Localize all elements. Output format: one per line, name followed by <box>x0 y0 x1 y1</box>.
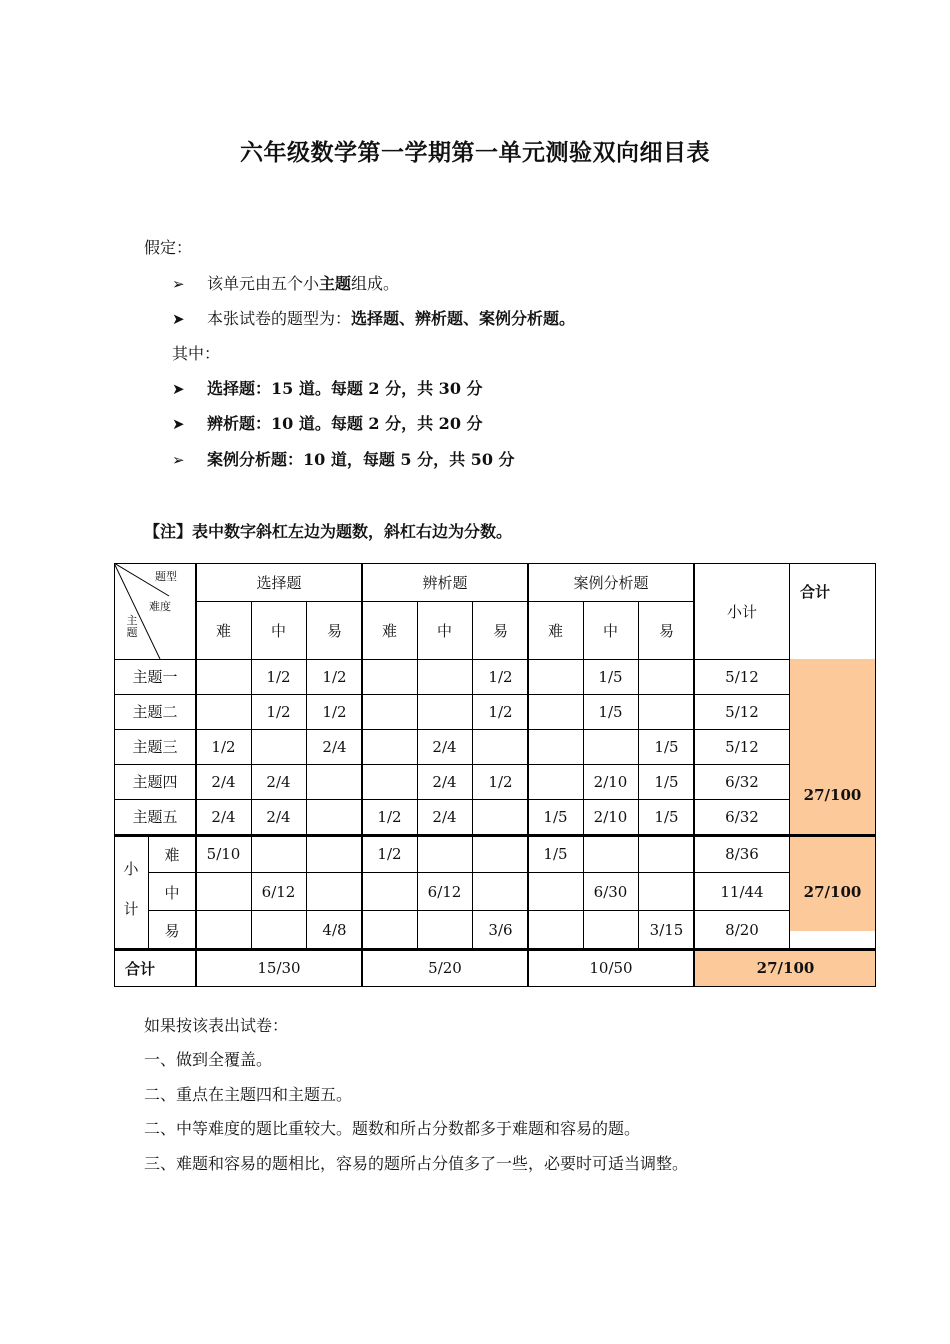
table-cell: 2/4 <box>432 737 457 756</box>
table-cell: 3/15 <box>649 921 684 939</box>
table-cell: 1/5 <box>654 737 679 756</box>
table-cell: 5/10 <box>206 845 241 863</box>
corner-topic-label: 主 <box>126 613 138 627</box>
total-header: 合计 <box>799 582 830 601</box>
conclusion-line: 如果按该表出试卷： <box>144 1016 289 1035</box>
table-thick-rule <box>693 563 695 987</box>
table-cell <box>528 659 583 694</box>
corner-type-label: 题型 <box>155 570 177 583</box>
table-cell <box>528 729 583 764</box>
table-cell: 6/12 <box>261 883 296 901</box>
table-cell <box>196 694 251 729</box>
difficulty-header: 难 <box>547 621 563 640</box>
table-cell: 1/2 <box>322 702 347 721</box>
table-cell <box>417 659 472 694</box>
difficulty-header: 中 <box>602 621 618 640</box>
topic-row-label: 主题五 <box>132 808 178 826</box>
subtotal-side-label: 计 <box>123 899 139 918</box>
table-cell: 2/4 <box>322 737 347 756</box>
table-cell <box>417 694 472 729</box>
table-rule <box>114 729 789 730</box>
type-header: 案例分析题 <box>573 573 649 592</box>
page-title: 六年级数学第一学期第一单元测验双向细目表 <box>240 140 710 166</box>
table-note: 【注】表中数字斜杠左边为题数，斜杠右边为分数。 <box>144 522 513 541</box>
table-cell: 1/2 <box>266 702 291 721</box>
corner-difficulty-label: 难度 <box>149 600 171 613</box>
table-cell <box>639 873 694 911</box>
table-thick-rule <box>195 563 197 987</box>
table-cell: 6/12 <box>427 883 462 901</box>
table-cell: 4/8 <box>322 921 347 939</box>
table-cell <box>362 911 417 949</box>
topic-subtotal: 6/32 <box>725 772 759 791</box>
assumption-item: 本张试卷的题型为：选择题、辨析题、案例分析题。 <box>207 309 576 328</box>
difficulty-header: 难 <box>381 621 397 640</box>
bottom-total-cell: 15/30 <box>257 959 301 977</box>
topic-subtotal: 5/12 <box>725 702 759 721</box>
table-cell <box>583 835 638 873</box>
table-rule <box>417 601 418 949</box>
table-cell <box>251 911 306 949</box>
difficulty-row-label: 中 <box>164 883 180 902</box>
difficulty-total: 27/100 <box>803 883 862 901</box>
table-cell: 1/5 <box>654 772 679 791</box>
table-rule <box>638 601 639 949</box>
table-cell: 1/5 <box>654 807 679 826</box>
difficulty-row-label: 易 <box>164 921 180 940</box>
topic-subtotal: 6/32 <box>725 807 759 826</box>
table-cell: 1/2 <box>488 702 513 721</box>
table-rule <box>583 601 584 949</box>
specification-table <box>114 563 876 987</box>
table-cell: 1/2 <box>377 807 402 826</box>
table-cell <box>307 835 362 873</box>
arrow-bullet-icon: ➤ <box>172 380 185 398</box>
table-cell: 2/4 <box>266 772 291 791</box>
table-rule <box>306 601 307 949</box>
topic-row-label: 主题二 <box>132 703 178 721</box>
table-cell <box>362 694 417 729</box>
type-header: 选择题 <box>256 573 302 592</box>
table-cell <box>639 835 694 873</box>
table-cell <box>307 799 362 834</box>
topic-total: 27/100 <box>803 786 862 804</box>
table-cell <box>196 659 251 694</box>
arrow-bullet-icon: ➤ <box>172 415 185 433</box>
table-cell: 1/5 <box>543 845 568 863</box>
topic-row-label: 主题一 <box>132 668 178 686</box>
topic-subtotal: 5/12 <box>725 737 759 756</box>
table-cell <box>251 835 306 873</box>
table-cell: 6/30 <box>593 883 628 901</box>
table-cell: 2/4 <box>211 772 236 791</box>
table-cell <box>528 764 583 799</box>
table-cell: 2/4 <box>432 807 457 826</box>
assumption-item: 该单元由五个小主题组成。 <box>207 274 400 293</box>
table-cell <box>583 911 638 949</box>
table-cell: 2/10 <box>593 772 628 791</box>
table-border <box>114 563 876 564</box>
table-cell <box>473 873 528 911</box>
table-thick-rule <box>114 834 876 837</box>
conclusion-line: 二、中等难度的题比重较大。题数和所占分数都多于难题和容易的题。 <box>144 1119 641 1138</box>
conclusion-line: 一、做到全覆盖。 <box>144 1050 273 1069</box>
table-thick-rule <box>114 948 876 951</box>
bottom-total-label: 合计 <box>124 959 155 978</box>
table-cell <box>417 835 472 873</box>
difficulty-subtotal: 8/36 <box>725 845 759 863</box>
difficulty-header: 易 <box>492 621 508 640</box>
table-rule <box>472 601 473 949</box>
table-cell: 1/5 <box>598 667 623 686</box>
table-cell <box>251 729 306 764</box>
table-cell: 2/4 <box>432 772 457 791</box>
table-cell: 1/2 <box>488 772 513 791</box>
bottom-grand-total: 27/100 <box>756 959 815 977</box>
table-rule <box>148 835 149 949</box>
table-cell: 2/10 <box>593 807 628 826</box>
difficulty-header: 中 <box>270 621 286 640</box>
conclusion-line: 三、难题和容易的题相比，容易的题所占分值多了一些，必要时可适当调整。 <box>144 1154 689 1173</box>
conclusion-line: 二、重点在主题四和主题五。 <box>144 1085 353 1104</box>
table-border <box>114 563 115 987</box>
difficulty-subtotal: 8/20 <box>725 921 759 939</box>
arrow-bullet-icon: ➢ <box>172 451 185 469</box>
difficulty-header: 难 <box>215 621 231 640</box>
difficulty-subtotal: 11/44 <box>720 883 764 901</box>
table-cell <box>307 764 362 799</box>
table-cell <box>528 873 583 911</box>
table-cell <box>473 799 528 834</box>
table-cell <box>528 694 583 729</box>
table-cell: 1/2 <box>377 845 402 863</box>
table-border <box>114 986 876 987</box>
table-thick-rule <box>527 563 529 987</box>
question-type-item: 辨析题：10 道。每题 2 分，共 20 分 <box>207 414 483 433</box>
table-rule <box>114 799 789 800</box>
table-cell <box>639 659 694 694</box>
bottom-total-cell: 5/20 <box>428 959 462 977</box>
question-type-item: 选择题：15 道。每题 2 分，共 30 分 <box>207 379 483 398</box>
table-cell: 3/6 <box>488 921 513 939</box>
table-cell <box>362 729 417 764</box>
table-cell <box>362 659 417 694</box>
table-cell: 1/2 <box>266 667 291 686</box>
subtotal-side-label: 小 <box>123 859 139 878</box>
table-cell <box>196 873 251 911</box>
topic-subtotal: 5/12 <box>725 667 759 686</box>
table-cell: 1/2 <box>322 667 347 686</box>
table-rule <box>196 601 695 602</box>
table-rule <box>114 659 789 660</box>
difficulty-row-label: 难 <box>164 845 180 864</box>
table-cell <box>583 729 638 764</box>
assumption-label: 假定： <box>144 238 193 257</box>
type-header: 辨析题 <box>422 573 468 592</box>
table-cell <box>362 873 417 911</box>
table-cell <box>362 764 417 799</box>
table-rule <box>789 563 790 949</box>
table-border <box>875 563 876 987</box>
table-cell: 1/2 <box>488 667 513 686</box>
bottom-total-cell: 10/50 <box>589 959 633 977</box>
table-cell <box>473 729 528 764</box>
topic-row-label: 主题三 <box>132 738 178 756</box>
difficulty-header: 易 <box>326 621 342 640</box>
table-rule <box>114 764 789 765</box>
difficulty-header: 易 <box>658 621 674 640</box>
corner-topic-label: 题 <box>126 625 138 639</box>
table-thick-rule <box>361 563 363 987</box>
table-cell: 1/2 <box>211 737 236 756</box>
difficulty-header: 中 <box>436 621 452 640</box>
among-label: 其中： <box>172 344 221 363</box>
table-rule <box>114 694 789 695</box>
arrow-bullet-icon: ➢ <box>172 275 185 293</box>
table-cell <box>473 835 528 873</box>
table-cell: 2/4 <box>211 807 236 826</box>
subtotal-header: 小计 <box>726 602 757 621</box>
table-rule <box>251 601 252 949</box>
table-cell: 2/4 <box>266 807 291 826</box>
table-cell <box>307 873 362 911</box>
arrow-bullet-icon: ➤ <box>172 310 185 328</box>
table-cell: 1/5 <box>543 807 568 826</box>
question-type-item: 案例分析题：10 道，每题 5 分，共 50 分 <box>207 450 515 469</box>
table-cell <box>196 911 251 949</box>
table-cell <box>528 911 583 949</box>
table-cell <box>639 694 694 729</box>
table-cell <box>417 911 472 949</box>
table-cell: 1/5 <box>598 702 623 721</box>
topic-row-label: 主题四 <box>132 773 178 791</box>
